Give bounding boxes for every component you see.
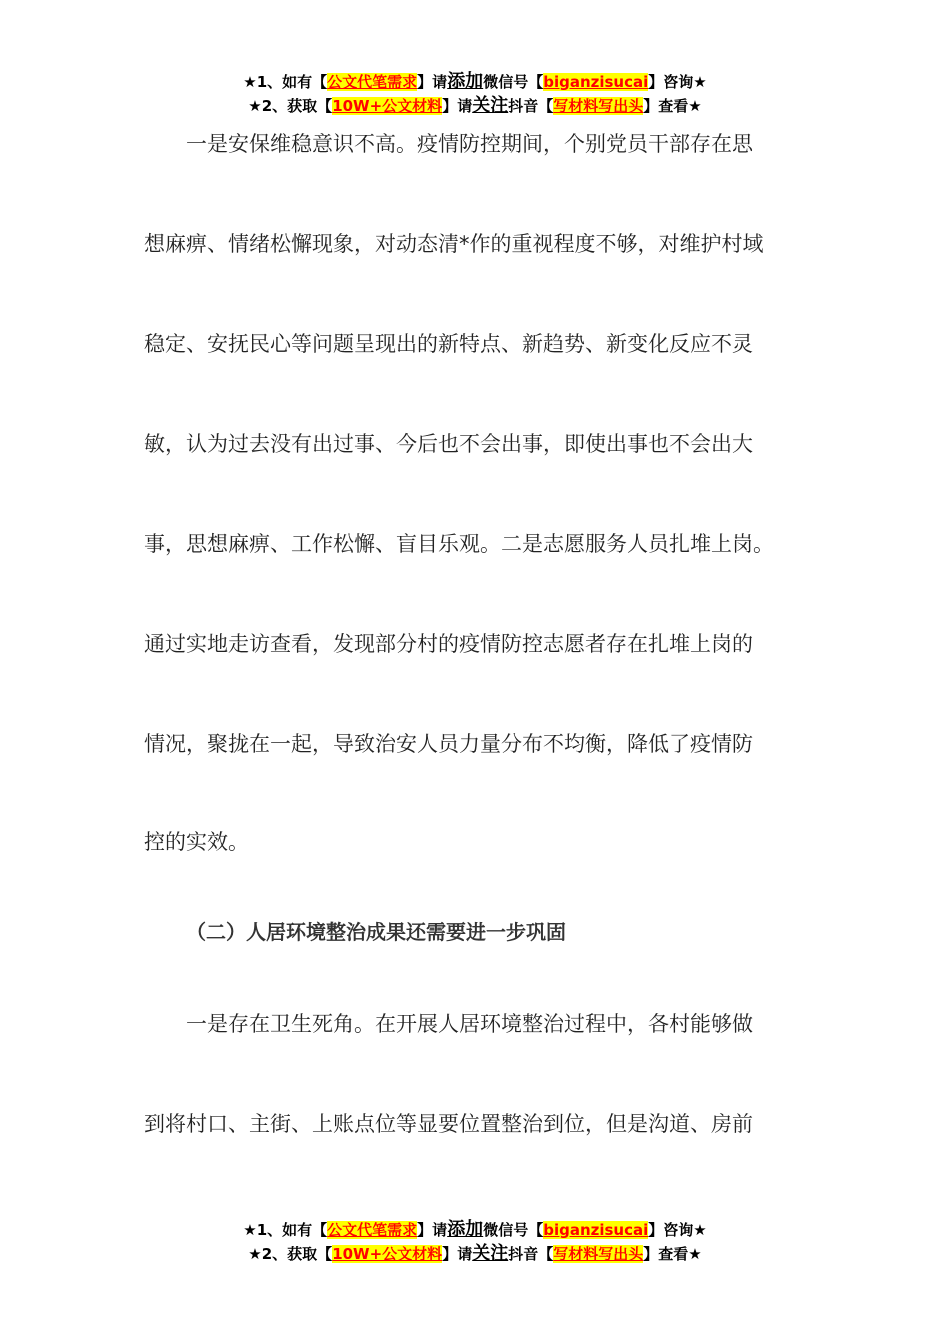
banner-text: ★2、获取【 [248, 1245, 333, 1263]
banner-highlight: 公文代笔需求 [327, 1221, 418, 1239]
paragraph-line: 敏，认为过去没有出过事、今后也不会出事，即使出事也不会出大 [144, 432, 753, 456]
paragraph-line: 情况，聚拢在一起，导致治安人员力量分布不均衡，降低了疫情防 [144, 732, 753, 756]
section-heading: （二）人居环境整治成果还需要进一步巩固 [186, 920, 566, 944]
banner-text: ★1、如有【 [243, 1221, 328, 1239]
banner-emphasis: 关注 [472, 95, 509, 116]
banner-line-2 [0, 1242, 950, 1266]
banner-text: ★1、如有【 [243, 73, 328, 91]
paragraph-line: 控的实效。 [144, 830, 249, 854]
banner-text: 微信号【 [483, 73, 544, 91]
banner-text: ★2、获取【 [248, 97, 333, 115]
banner-text: 】请 [417, 1221, 448, 1239]
banner-text: 】查看★ [643, 1245, 702, 1263]
banner-text: 】请 [417, 73, 448, 91]
footer-banner [0, 1218, 950, 1266]
banner-text: 】请 [442, 97, 473, 115]
banner-text: 】请 [442, 1245, 473, 1263]
banner-line-1 [0, 70, 950, 94]
paragraph-line: 稳定、安抚民心等问题呈现出的新特点、新趋势、新变化反应不灵 [144, 332, 753, 356]
banner-highlight: biganzisucai [543, 1221, 649, 1239]
banner-highlight: 写材料写出头 [553, 97, 644, 115]
banner-text: 抖音【 [508, 1245, 554, 1263]
banner-highlight: 10W+公文材料 [332, 1245, 443, 1263]
banner-emphasis: 添加 [447, 71, 484, 92]
banner-line-2 [0, 94, 950, 118]
banner-text: 抖音【 [508, 97, 554, 115]
banner-text: 微信号【 [483, 1221, 544, 1239]
paragraph-line: 想麻痹、情绪松懈现象，对动态清*作的重视程度不够，对维护村域 [144, 232, 764, 256]
paragraph-line: 通过实地走访查看，发现部分村的疫情防控志愿者存在扎堆上岗的 [144, 632, 753, 656]
banner-highlight: biganzisucai [543, 73, 649, 91]
paragraph-line: 一是安保维稳意识不高。疫情防控期间，个别党员干部存在思 [186, 132, 753, 156]
banner-emphasis: 关注 [472, 1243, 509, 1264]
banner-emphasis: 添加 [447, 1219, 484, 1240]
banner-text: 】咨询★ [648, 1221, 707, 1239]
banner-highlight: 10W+公文材料 [332, 97, 443, 115]
paragraph-line: 一是存在卫生死角。在开展人居环境整治过程中，各村能够做 [186, 1012, 753, 1036]
banner-text: 】查看★ [643, 97, 702, 115]
banner-text: 】咨询★ [648, 73, 707, 91]
banner-line-1 [0, 1218, 950, 1242]
header-banner [0, 70, 950, 118]
paragraph-line: 到将村口、主街、上账点位等显要位置整治到位，但是沟道、房前 [144, 1112, 753, 1136]
banner-highlight: 写材料写出头 [553, 1245, 644, 1263]
paragraph-line: 事，思想麻痹、工作松懈、盲目乐观。二是志愿服务人员扎堆上岗。 [144, 532, 774, 556]
banner-highlight: 公文代笔需求 [327, 73, 418, 91]
